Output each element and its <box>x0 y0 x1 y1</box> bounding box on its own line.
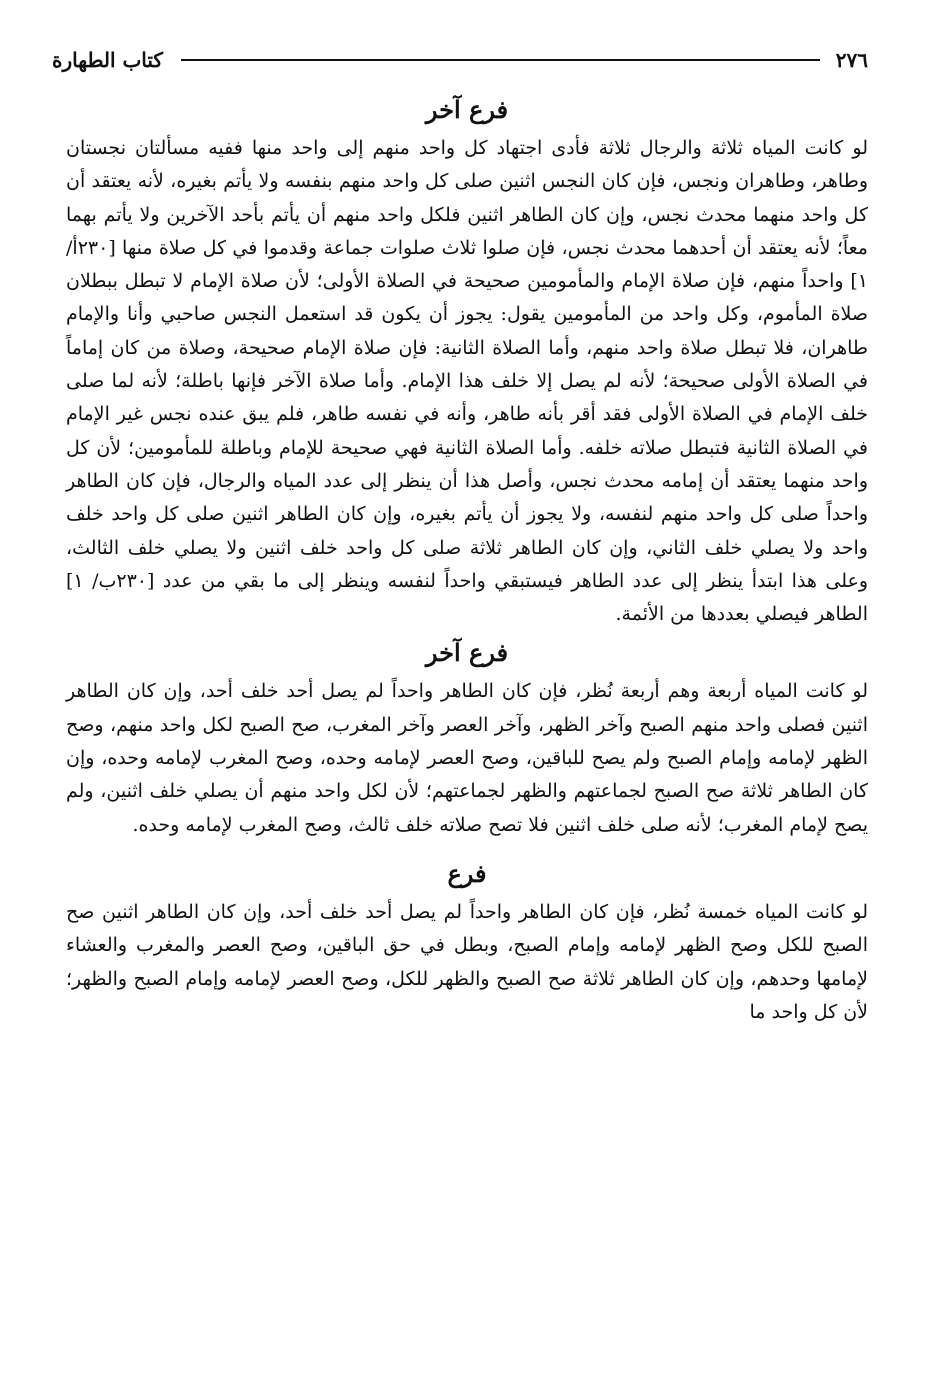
page-header <box>52 40 868 80</box>
section-paragraph: لو كانت المياه أربعة وهم أربعة نُظر، فإن كان الطاهر واحداً لم يصل أحد خلف أحد، وإن كان الطاهر اثنين فصلى واحد منهم الصبح وآخر الظهر، وآخر العصر وآخر المغرب، صح الصبح لكل واحد منهم، وصح الظهر لإمامه وإمام الصبح ولم يصح للباقين، وصح العصر لإمامه وحده، وصح المغرب لإمامه وحده، وإن كان الطاهر ثلاثة صح الصبح لجماعتهم والظهر لجماعتهم؛ لأن لكل واحد منهم أن يصلي خلف اثنين، ولم يصح لإمام المغرب؛ لأنه صلى خلف اثنين فلا تصح صلاته خلف ثالث، وصح المغرب لإمامه وحده. <box>66 680 868 836</box>
section-heading: فرع آخر <box>425 95 509 124</box>
page-number: ٢٧٦ <box>835 48 868 72</box>
section-paragraph: لو كانت المياه خمسة نُظر، فإن كان الطاهر واحداً لم يصل أحد خلف أحد، وإن كان الطاهر اثنين صح الصبح للكل وصح الظهر لإمامه وإمام الصبح، وبطل في حق الباقين، وصح العصر والمغرب والعشاء لإمامها وحدهم، وإن كان الطاهر ثلاثة صح الصبح والظهر للكل، وصح العصر لإمامه وإمام الصبح والظهر؛ لأن كل واحد ما <box>66 900 868 1023</box>
page-body <box>66 88 868 1375</box>
section-heading: فرع <box>447 858 487 888</box>
section-heading: فرع آخر <box>425 638 509 668</box>
header-rule <box>181 59 820 61</box>
section-paragraph: لو كانت المياه ثلاثة والرجال ثلاثة فأدى اجتهاد كل واحد منهم إلى واحد منها ففيه مسألتان نجستان وطاهر، وطاهران ونجس، فإن كان النجس اثنين صلى كل واحد منهم بنفسه ولا يأتم بغيره، لأنه يعتقد أن كل واحد منهما محدث نجس، وإن كان الطاهر اثنين فلكل واحد منهم أن يأتم بأحد الآخرين ولا يأتم بهما معاً؛ لأنه يعتقد أن أحدهما محدث نجس، فإن صلوا ثلاث صلوات جماعة وقدموا في كل صلاة منها [٢٣٠أ/ ١] واحداً منهم، فإن صلاة الإمام والمأمومين صحيحة في الصلاة الأولى؛ لأن صلاة الإمام لا تبطل ببطلان صلاة المأموم، وكل واحد من المأمومين يقول: يجوز أن يكون قد استعمل النجس صاحبي وأنا والإمام طاهران، فلا تبطل صلاة واحد منهم، وأما الصلاة الثانية: فإن صلاة الإمام صحيحة، وصلاة من كان إماماً في الصلاة الأولى صحيحة؛ لأنه لم يصل إلا خلف هذا الإمام. وأما صلاة الآخر فإنها باطلة؛ لأنه لما صلى خلف الإمام في الصلاة الأولى فقد أقر بأنه طاهر، وأنه في نفسه طاهر، فلم يبق عنده نجس غير الإمام في الصلاة الثانية فتبطل صلاته خلفه. وأما الصلاة الثانية فهي صحيحة للإمام وباطلة للمأمومين؛ لأن كل واحد منهما يعتقد أن إمامه محدث نجس، وأصل هذا أن ينظر إلى عدد المياه والرجال، فإن كان الطاهر واحداً صلى كل واحد منهم لنفسه، ولا يجوز أن يأتم بغيره، وإن كان الطاهر اثنين صلى كل واحد خلف واحد ولا يصلي خلف الثاني، وإن كان الطاهر ثلاثة صلى كل واحد خلف اثنين ولا يصلي خلف الثالث، وعلى هذا ابتدأ ينظر إلى عدد الطاهر فيستبقي واحداً لنفسه وينظر إلى ما بقي من عدد [٢٣٠ب/ ١] الطاهر فيصلي بعددها من الأئمة. <box>66 137 869 626</box>
section-gap <box>66 842 868 852</box>
book-title: كتاب الطهارة <box>52 48 163 72</box>
